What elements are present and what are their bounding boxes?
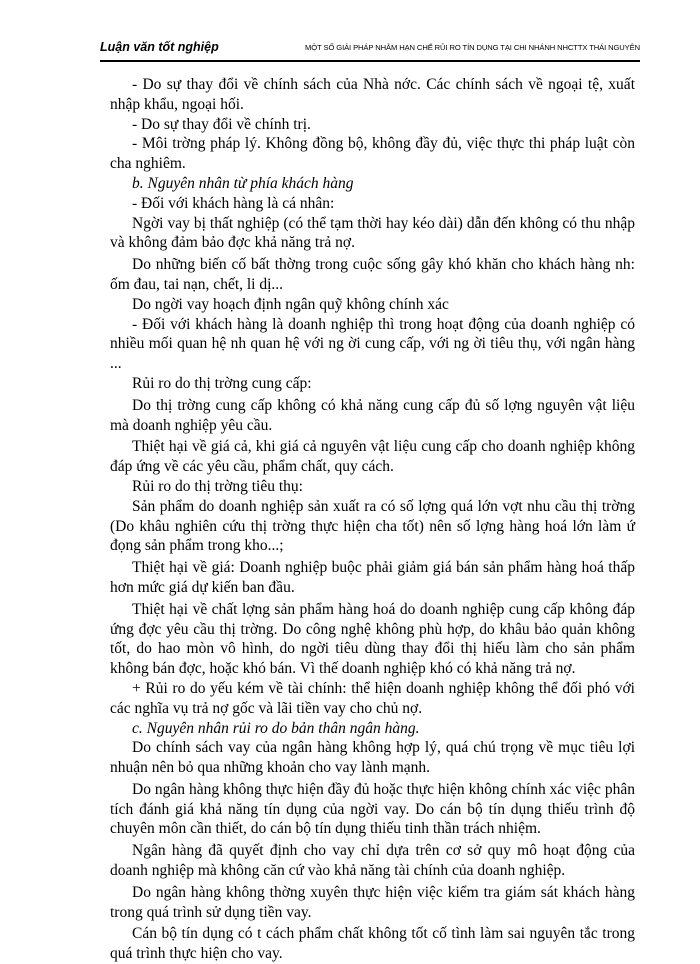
paragraph: Thiệt hại về giá: Doanh nghiệp buộc phải giảm giá bán sản phẩm hàng hoá thấp hơn mức giá dự kiến ban đầu.: [110, 559, 635, 596]
paragraph: + Rủi ro do yếu kém về tài chính: thể hiện doanh nghiệp không thể đối phó với các nghĩa vụ trả nợ gốc và lãi tiền vay cho chủ nợ.: [110, 679, 635, 717]
paragraph: Do ngời vay hoạch định ngân quỹ không chính xác: [132, 295, 449, 313]
paragraph: - Do sự thay đổi về chính trị.: [132, 115, 311, 133]
paragraph: Ngân hàng đã quyết định cho vay chỉ dựa trên cơ sở quy mô hoạt động của doanh nghiệp mà không căn cứ vào khả năng tài chính của doanh nghiệp.: [110, 842, 635, 880]
paragraph: Thiệt hại về giá cả, khi giá cả nguyên vật liệu cung cấp cho doanh nghiệp không đáp ứng về các yêu cầu, phẩm chất, quy cách.: [110, 438, 635, 476]
header-left-title: Luận văn tốt nghiệp: [100, 40, 219, 54]
header-right-title: MỘT SỐ GIẢI PHÁP NHẰM HẠN CHẾ RỦI RO TÍN DỤNG TẠI CHI NHÁNH NHCTTX THÁI NGUYÊN: [305, 43, 640, 52]
page-header: [100, 40, 640, 60]
paragraph: - Môi trờng pháp lý. Không đồng bộ, không đầy đủ, việc thực thi pháp luật còn cha nghiêm.: [110, 135, 635, 173]
paragraph: Rủi ro do thị trờng tiêu thụ:: [132, 477, 303, 495]
paragraph: Do ngân hàng không thờng xuyên thực hiện việc kiểm tra giám sát khách hàng trong quá trình sử dụng tiền vay.: [110, 883, 635, 921]
paragraph: Do thị trờng cung cấp không có khả năng cung cấp đủ số lợng nguyên vật liệu mà doanh nghiệp yêu cầu.: [110, 396, 635, 434]
paragraph: Do những biến cố bất thờng trong cuộc sống gây khó khăn cho khách hàng nh: ốm đau, tai nạn, chết, li dị...: [110, 256, 635, 293]
paragraph: Cán bộ tín dụng có t cách phẩm chất không tốt cố tình làm sai nguyên tắc trong quá trình thực hiện cho vay.: [110, 925, 635, 963]
paragraph: Rủi ro do thị trờng cung cấp:: [132, 374, 312, 392]
paragraph: Ngời vay bị thất nghiệp (có thể tạm thời hay kéo dài) dẫn đến không có thu nhập và không đảm bảo đợc khả năng trả nợ.: [110, 214, 635, 252]
paragraph: c. Nguyên nhân rủi ro do bản thân ngân hàng.: [132, 719, 420, 737]
paragraph: b. Nguyên nhân từ phía khách hàng: [132, 174, 354, 192]
header-rule: [100, 60, 640, 62]
paragraph: - Do sự thay đổi về chính sách của Nhà nớc. Các chính sách về ngoại tệ, xuất nhập khẩu, ngoại hối.: [110, 76, 635, 113]
paragraph: Sản phẩm do doanh nghiệp sản xuất ra có số lợng quá lớn vợt nhu cầu thị trờng (Do khâu nghiên cứu thị trờng thực hiện cha tốt) nên số lợng hàng hoá lớn làm ứ đọng sản phẩm trong kho...;: [110, 497, 635, 555]
paragraph: Do ngân hàng không thực hiện đầy đủ hoặc thực hiện không chính xác việc phân tích đánh giá khả năng tín dụng của ngời vay. Do cán bộ tín dụng thiếu trình độ chuyên môn cần thiết, do cán bộ tín dụng thiếu tinh thần trách nhiệm.: [110, 780, 635, 838]
paragraph: Thiệt hại về chất lợng sản phẩm hàng hoá do doanh nghiệp cung cấp không đáp ứng đợc yêu cầu thị trờng. Do công nghệ không phù hợp, do khâu bảo quản không tốt, do hao mòn vô hình, do ngời tiêu dùng thay đổi thị hiếu làm cho sản phẩm không bán đợc, hoặc khó bán. Vì thế doanh nghiệp khó có khả năng trả nợ.: [110, 600, 635, 678]
paragraph: Do chính sách vay của ngân hàng không hợp lý, quá chú trọng về mục tiêu lợi nhuận nên bỏ qua những khoản cho vay lành mạnh.: [110, 739, 635, 777]
paragraph: - Đối với khách hàng là doanh nghiệp thì trong hoạt động của doanh nghiệp có nhiều mối quan hệ nh quan hệ với ng ời cung cấp, với ng ời tiêu thụ, với ngân hàng ...: [110, 315, 635, 373]
paragraph: - Đối với khách hàng là cá nhân:: [132, 194, 335, 212]
document-body: [110, 75, 635, 964]
